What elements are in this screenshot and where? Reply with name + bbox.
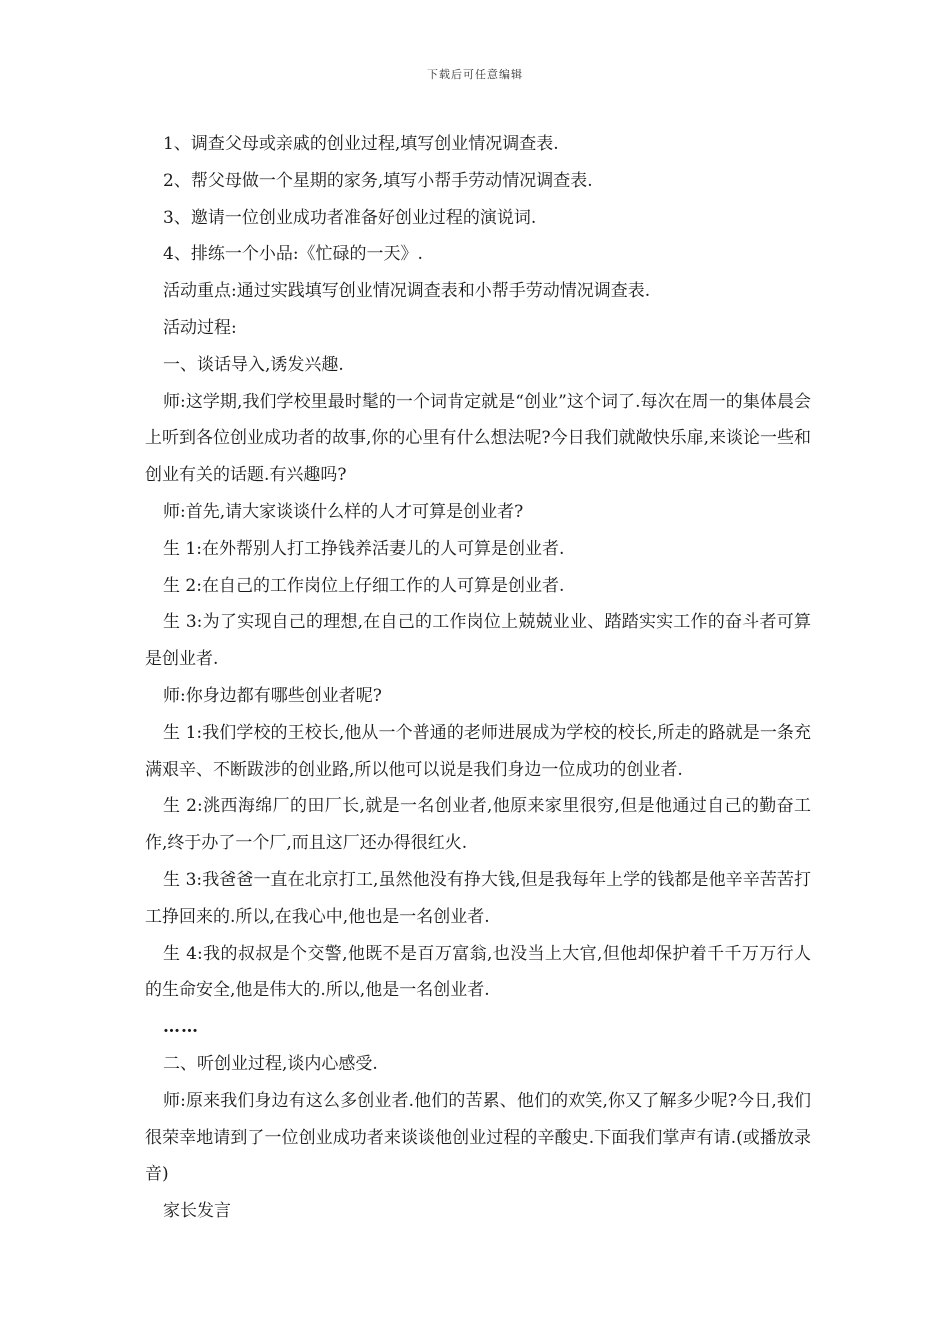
paragraph-prep-1: 1、调查父母或亲戚的创业过程,填写创业情况调查表. bbox=[163, 134, 559, 154]
paragraph-ellipsis: …… bbox=[163, 1017, 199, 1038]
paragraph-activity-process: 活动过程: bbox=[163, 317, 237, 338]
paragraph-prep-4: 4、排练一个小品:《忙碌的一天》. bbox=[163, 244, 423, 265]
paragraph-teacher-intro: 师:这学期,我们学校里最时髦的一个词肯定就是“创业”这个词了.每次在周一的集体晨会上听到各位创业成功者的故事,你的心里有什么想法呢?今日我们就敞快乐扉,来谈论一些和创业有关的话题.有兴趣吗? bbox=[145, 391, 811, 486]
page-header-note: 下载后可任意编辑 bbox=[427, 68, 523, 81]
paragraph-teacher-question-2: 师:你身边都有哪些创业者呢? bbox=[163, 685, 382, 706]
paragraph-student-1b: 生 1:我们学校的王校长,他从一个普通的老师进展成为学校的校长,所走的路就是一条充满艰辛、不断跋涉的创业路,所以他可以说是我们身边一位成功的创业者. bbox=[145, 722, 811, 780]
paragraph-prep-3: 3、邀请一位创业成功者准备好创业过程的演说词. bbox=[163, 207, 537, 228]
section-heading-1: 一、谈话导入,诱发兴趣. bbox=[163, 354, 344, 375]
paragraph-student-4b: 生 4:我的叔叔是个交警,他既不是百万富翁,也没当上大官,但他却保护着千千万万行人的生命安全,他是伟大的.所以,他是一名创业者. bbox=[145, 943, 811, 1001]
paragraph-student-3a: 生 3:为了实现自己的理想,在自己的工作岗位上兢兢业业、踏踏实实工作的奋斗者可算是创业者. bbox=[145, 612, 811, 670]
paragraph-student-2b: 生 2:洮西海绵厂的田厂长,就是一名创业者,他原来家里很穷,但是他通过自己的勤奋工作,终于办了一个厂,而且这厂还办得很红火. bbox=[145, 796, 811, 854]
document-body bbox=[145, 126, 811, 1230]
paragraph-teacher-question-1: 师:首先,请大家谈谈什么样的人才可算是创业者? bbox=[163, 501, 524, 522]
paragraph-student-3b: 生 3:我爸爸一直在北京打工,虽然他没有挣大钱,但是我每年上学的钱都是他辛辛苦苦打工挣回来的.所以,在我心中,他也是一名创业者. bbox=[145, 869, 811, 927]
paragraph-prep-2: 2、帮父母做一个星期的家务,填写小帮手劳动情况调查表. bbox=[163, 170, 593, 191]
paragraph-activity-focus: 活动重点:通过实践填写创业情况调查表和小帮手劳动情况调查表. bbox=[163, 281, 651, 302]
paragraph-teacher-invite: 师:原来我们身边有这么多创业者.他们的苦累、他们的欢笑,你又了解多少呢?今日,我们很荣幸地请到了一位创业成功者来谈谈他创业过程的辛酸史.下面我们掌声有请.(或播放录音) bbox=[145, 1090, 811, 1185]
paragraph-student-2a: 生 2:在自己的工作岗位上仔细工作的人可算是创业者. bbox=[163, 575, 565, 596]
paragraph-parent-speech: 家长发言 bbox=[163, 1201, 231, 1222]
section-heading-2: 二、听创业过程,谈内心感受. bbox=[163, 1053, 378, 1074]
paragraph-student-1a: 生 1:在外帮别人打工挣钱养活妻儿的人可算是创业者. bbox=[163, 538, 565, 559]
